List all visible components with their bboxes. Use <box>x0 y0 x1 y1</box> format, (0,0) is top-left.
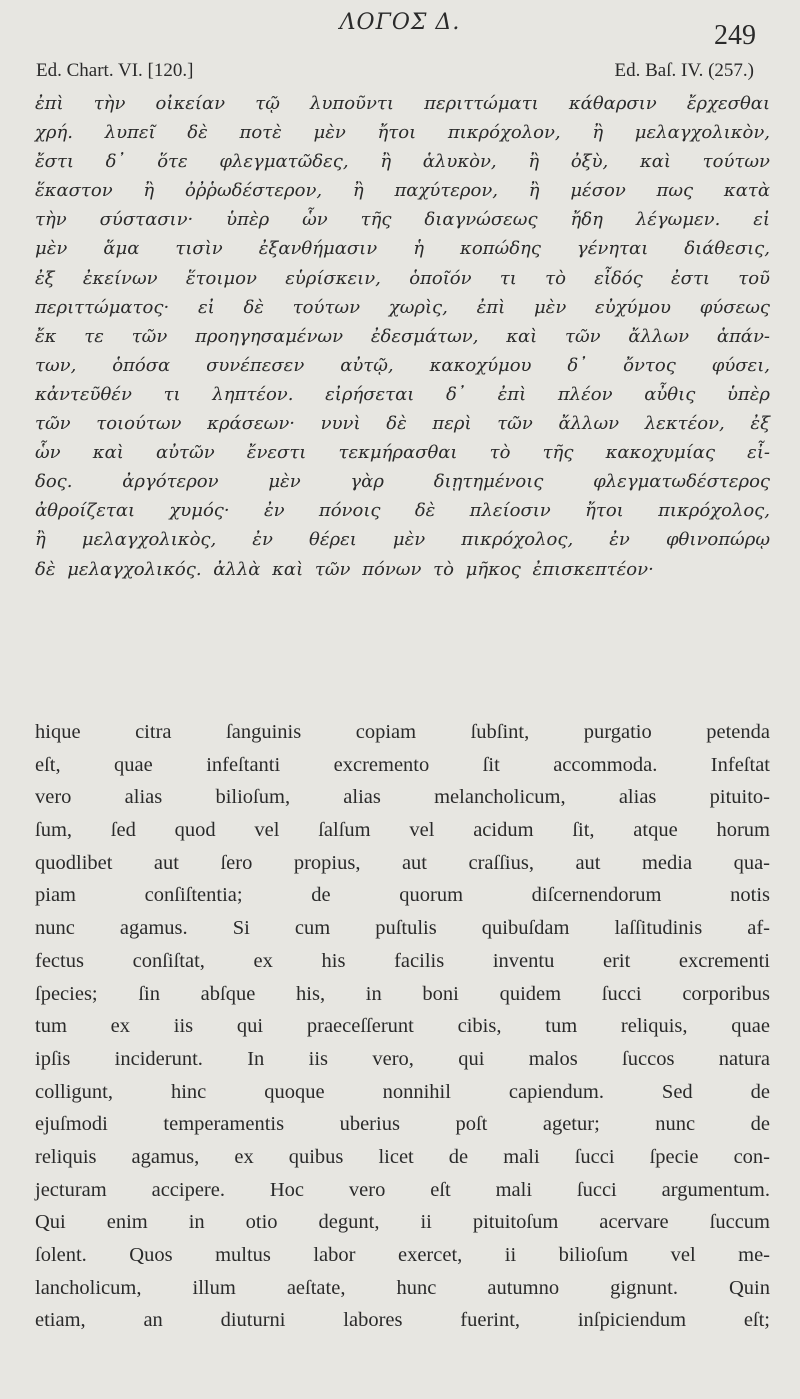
greek-text-line: περιττώματος· εἰ δὲ τούτων χωρὶς, ἐπὶ μὲν εὐχύμου φύσεως <box>35 296 770 318</box>
greek-text-line: τὴν σύστασιν· ὑπὲρ ὧν τῆς διαγνώσεως ἤδη λέγωμεν. εἰ <box>35 209 770 231</box>
latin-text-line: ſum, ſed quod vel ſalſum vel acidum ſit, atque horum <box>35 819 770 842</box>
latin-text-line: ejuſmodi temperamentis uberius poſt agetur; nunc de <box>35 1113 770 1136</box>
latin-text-line: jecturam accipere. Hoc vero eſt mali ſucci argumentum. <box>35 1178 770 1201</box>
greek-text-line: χρή. λυπεῖ δὲ ποτὲ μὲν ἤτοι πικρόχολον, ἢ μελαγχολικὸν, <box>35 122 770 144</box>
latin-text-line: piam conſiſtentia; de quorum diſcernendorum notis <box>35 884 770 907</box>
edition-reference-left: Ed. Chart. VI. [120.] <box>36 60 194 81</box>
edition-reference-right: Ed. Baſ. IV. (257.) <box>614 60 754 81</box>
greek-text-line: ἔκ τε τῶν προηγησαμένων ἐδεσμάτων, καὶ τῶν ἄλλων ἁπάν- <box>35 325 770 347</box>
greek-text-line: μὲν ἅμα τισὶν ἐξανθήμασιν ἡ κοπώδης γένηται διάθεσις, <box>35 238 770 260</box>
latin-text-line: ipſis inciderunt. In iis vero, qui malos ſuccos natura <box>35 1047 770 1070</box>
greek-text-line: τῶν τοιούτων κράσεων· νυνὶ δὲ περὶ τῶν ἄλλων λεκτέον, ἐξ <box>35 413 770 435</box>
greek-text-line: δος. ἀργότερον μὲν γὰρ διῃτημένοις φλεγματωδέστερος <box>35 471 770 493</box>
latin-text-block <box>35 716 770 1337</box>
greek-text-line: ἀθροίζεται χυμός· ἐν πόνοις δὲ πλείοσιν ἤτοι πικρόχολος, <box>35 500 770 522</box>
running-title: ΛΟΓΟΣ Δ. <box>339 10 461 35</box>
latin-text-line: hique citra ſanguinis copiam ſubſint, purgatio petenda <box>35 721 770 743</box>
latin-text-line: fectus conſiſtat, ex his facilis inventu erit excrementi <box>35 949 770 972</box>
page-number: 249 <box>714 20 756 51</box>
greek-text-line: των, ὁπόσα συνέπεσεν αὐτῷ, κακοχύμου δ᾽ ὄντος φύσει, <box>35 354 770 376</box>
latin-text-line: reliquis agamus, ex quibus licet de mali ſucci ſpecie con- <box>35 1145 770 1168</box>
latin-text-line: tum ex iis qui praeceſſerunt cibis, tum reliquis, quae <box>35 1015 770 1038</box>
greek-text-block <box>35 90 770 585</box>
greek-text-line: ἕκαστον ἢ ὀῤῥωδέστερον, ἢ παχύτερον, ἢ μέσον πως κατὰ <box>35 180 770 202</box>
latin-text-line: nunc agamus. Si cum puſtulis quibuſdam laſſitudinis af- <box>35 917 770 940</box>
greek-text-line: κἀντεῦθέν τι ληπτέον. εἰρήσεται δ᾽ ἐπὶ πλέον αὖθις ὑπὲρ <box>35 383 770 405</box>
latin-text-line: quodlibet aut ſero propius, aut craſſius, aut media qua- <box>35 851 770 874</box>
latin-text-line: etiam, an diuturni labores fuerint, inſpiciendum eſt; <box>35 1309 770 1332</box>
greek-text-line: ἐξ ἐκείνων ἕτοιμον εὑρίσκειν, ὁποῖόν τι τὸ εἶδός ἐστι τοῦ <box>35 267 770 289</box>
latin-text-line: eſt, quae infeſtanti excremento ſit accommoda. Infeſtat <box>35 753 770 776</box>
latin-text-line: colligunt, hinc quoque nonnihil capiendum. Sed de <box>35 1080 770 1103</box>
greek-text-line: ἔστι δ᾽ ὅτε φλεγματῶδες, ἢ ἁλυκὸν, ἢ ὀξὺ, καὶ τούτων <box>35 151 770 173</box>
latin-text-line: Qui enim in otio degunt, ii pituitoſum acervare ſuccum <box>35 1211 770 1234</box>
latin-text-line: lancholicum, illum aeſtate, hunc autumno gignunt. Quin <box>35 1276 770 1299</box>
greek-text-line: ἢ μελαγχολικὸς, ἐν θέρει μὲν πικρόχολος, ἐν φθινοπώρῳ <box>35 529 770 551</box>
latin-text-line: ſpecies; ſin abſque his, in boni quidem ſucci corporibus <box>35 982 770 1005</box>
greek-text-line: ὧν καὶ αὐτῶν ἔνεστι τεκμήρασθαι τὸ τῆς κακοχυμίας εἶ- <box>35 442 770 464</box>
latin-text-line: ſolent. Quos multus labor exercet, ii bilioſum vel me- <box>35 1244 770 1266</box>
greek-text-line: ἐπὶ τὴν οἰκείαν τῷ λυποῦντι περιττώματι κάθαρσιν ἔρχεσθαι <box>35 93 770 114</box>
greek-text-line: δὲ μελαγχολικός. ἀλλὰ καὶ τῶν πόνων τὸ μῆκος ἐπισκεπτέον· <box>35 558 654 580</box>
latin-text-line: vero alias bilioſum, alias melancholicum, alias pituito- <box>35 786 770 809</box>
